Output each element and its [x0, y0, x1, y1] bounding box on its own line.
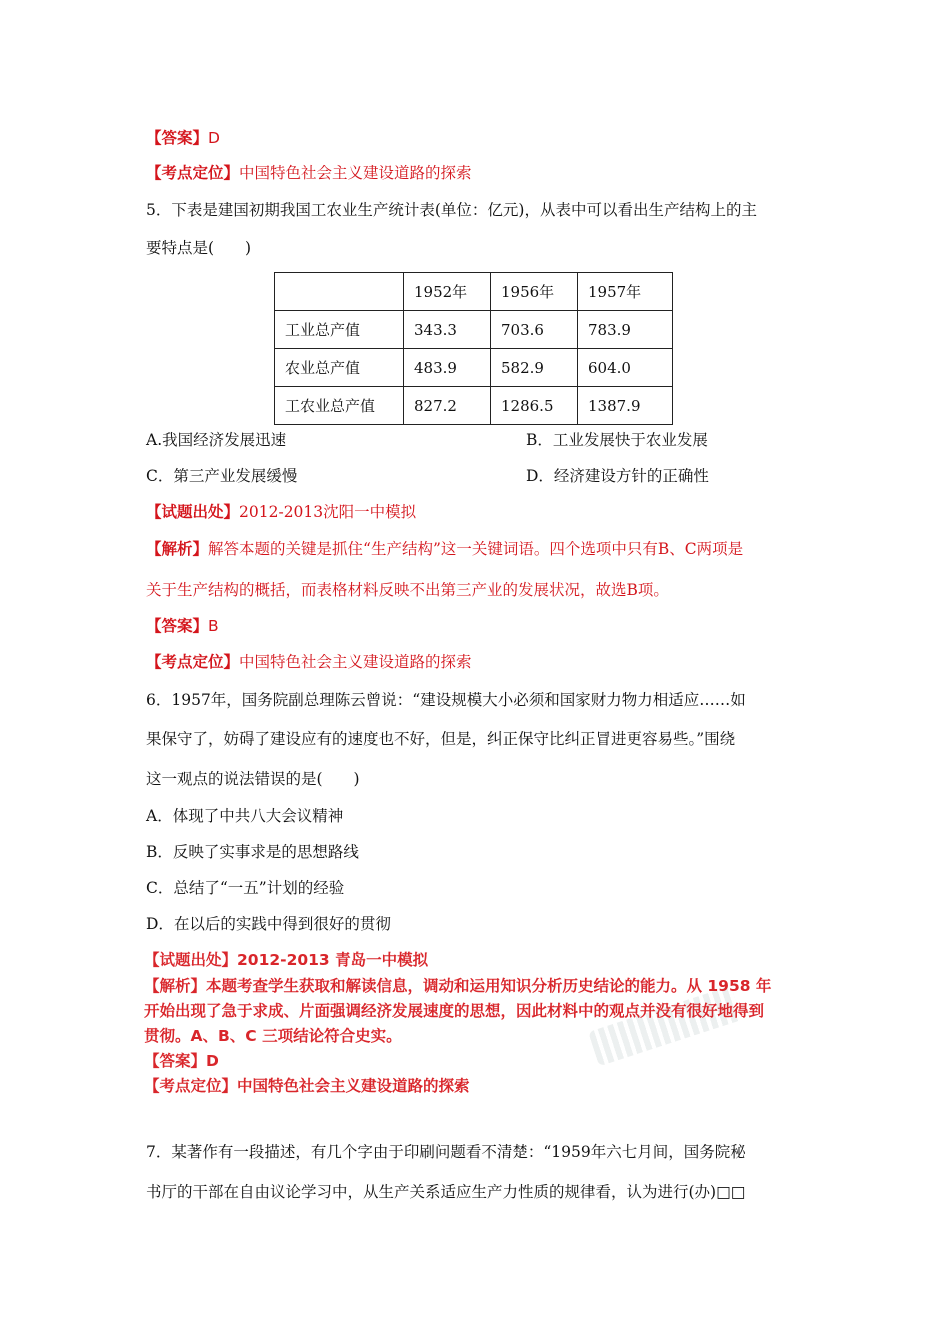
q5-analysis-line2: 关于生产结构的概括，而表格材料反映不出第三产业的发展状况，故选B项。 — [146, 581, 669, 599]
table-header-1956: 1956年 — [491, 273, 578, 311]
table-row — [275, 349, 673, 387]
answer-label: 【答案】 — [146, 616, 209, 635]
q6-option-b: B．反映了实事求是的思想路线 — [146, 843, 359, 861]
table-cell: 1286.5 — [491, 387, 578, 425]
q7-stem-line1: 7．某著作有一段描述，有几个字由于印刷问题看不清楚：“1959年六七月间，国务院秘 — [146, 1143, 746, 1161]
topic-label: 【考点定位】 — [146, 163, 240, 182]
option-b: B．工业发展快于农业发展 — [526, 431, 708, 449]
table-header-1952: 1952年 — [404, 273, 491, 311]
table-cell: 1387.9 — [578, 387, 673, 425]
source-label: 【试题出处】 — [146, 502, 240, 521]
q5-topic — [146, 652, 472, 672]
watermark-stamp — [588, 986, 742, 1067]
answer-label: 【答案】 — [146, 128, 209, 147]
table-row — [275, 387, 673, 425]
answer-value: B — [208, 617, 219, 635]
table-row — [275, 311, 673, 349]
q6-option-c: C．总结了“一五”计划的经验 — [146, 879, 345, 897]
q5-source — [146, 502, 416, 522]
production-stats-table — [274, 272, 673, 425]
topic-value: 中国特色社会主义建设道路的探索 — [239, 164, 472, 182]
q5-analysis-line1 — [146, 539, 743, 559]
source-value: 2012-2013沈阳一中模拟 — [239, 503, 417, 521]
row-label-total: 工农业总产值 — [275, 387, 404, 425]
q4-answer — [146, 128, 220, 148]
table-cell — [275, 273, 404, 311]
q5-options-row1 — [146, 430, 708, 450]
q6-option-d: D．在以后的实践中得到很好的贯彻 — [146, 915, 391, 933]
q5-answer — [146, 616, 219, 636]
option-a: A.我国经济发展迅速 — [146, 431, 287, 449]
q5-stem-line1: 5．下表是建国初期我国工农业生产统计表(单位：亿元)，从表中可以看出生产结构上的主 — [146, 201, 757, 219]
topic-value: 中国特色社会主义建设道路的探索 — [239, 653, 472, 671]
analysis-text: 解答本题的关键是抓住“生产结构”这一关键词语。四个选项中只有B、C两项是 — [208, 540, 744, 558]
q6-analysis-line3: 贯彻。A、B、C 三项结论符合史实。 — [144, 1027, 402, 1045]
table-cell: 827.2 — [404, 387, 491, 425]
option-c: C．第三产业发展缓慢 — [146, 467, 298, 485]
table-cell: 783.9 — [578, 311, 673, 349]
table-cell: 604.0 — [578, 349, 673, 387]
table-cell: 703.6 — [491, 311, 578, 349]
q6-stem-line2: 果保守了，妨碍了建设应有的速度也不好，但是，纠正保守比纠正冒进更容易些。”围绕 — [146, 730, 736, 748]
answer-value: D — [208, 129, 220, 147]
table-cell: 483.9 — [404, 349, 491, 387]
table-header-1957: 1957年 — [578, 273, 673, 311]
topic-label: 【考点定位】 — [146, 652, 240, 671]
table-cell: 582.9 — [491, 349, 578, 387]
q6-answer: 【答案】D — [144, 1052, 219, 1070]
option-d: D．经济建设方针的正确性 — [526, 467, 709, 485]
q7-stem-line2: 书厅的干部在自由议论学习中，从生产关系适应生产力性质的规律看，认为进行(办)□□ — [146, 1183, 746, 1201]
q5-stem-line2: 要特点是( ) — [146, 239, 252, 257]
q5-options-row2 — [146, 466, 709, 486]
q6-stem-line1: 6．1957年，国务院副总理陈云曾说：“建设规模大小必须和国家财力物力相适应……如 — [146, 691, 746, 709]
table-header-row — [275, 273, 673, 311]
row-label-industry: 工业总产值 — [275, 311, 404, 349]
row-label-agriculture: 农业总产值 — [275, 349, 404, 387]
q6-source: 【试题出处】2012-2013 青岛一中模拟 — [144, 951, 429, 969]
table-cell: 343.3 — [404, 311, 491, 349]
q6-analysis-line2: 开始出现了急于求成、片面强调经济发展速度的思想，因此材料中的观点并没有很好地得到 — [144, 1002, 765, 1020]
q6-analysis-line1: 【解析】本题考查学生获取和解读信息，调动和运用知识分析历史结论的能力。从 1958 年 — [144, 977, 772, 995]
q6-topic: 【考点定位】中国特色社会主义建设道路的探索 — [144, 1077, 470, 1095]
q6-option-a: A．体现了中共八大会议精神 — [146, 807, 344, 825]
q4-topic — [146, 163, 472, 183]
q6-stem-line3: 这一观点的说法错误的是( ) — [146, 770, 360, 788]
analysis-label: 【解析】 — [146, 539, 209, 558]
